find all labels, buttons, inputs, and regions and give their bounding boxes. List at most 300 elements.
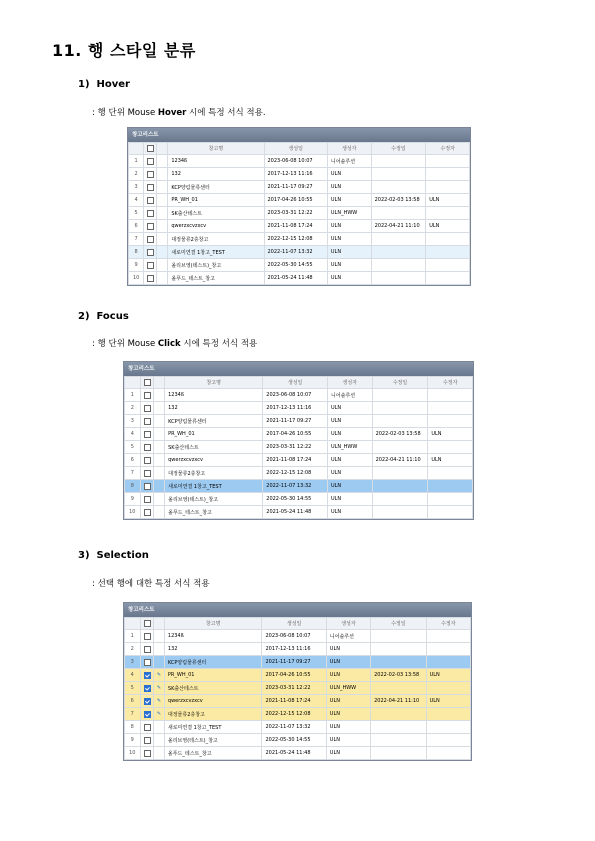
row-select-cell[interactable] (140, 695, 153, 708)
table-row[interactable] (125, 682, 471, 695)
cell-modifier[interactable] (426, 259, 470, 272)
cell-modified[interactable] (371, 721, 426, 734)
cell-name[interactable]: 올리브영(테스트)_창고 (168, 259, 264, 272)
cell-created[interactable]: 2022-11-07 13:32 (264, 246, 327, 259)
cell-created[interactable]: 2022-11-07 13:32 (263, 480, 328, 493)
row-checkbox[interactable] (144, 724, 151, 731)
row-edit-cell (157, 207, 168, 220)
cell-creator[interactable]: ULN (326, 708, 370, 721)
grid-title: 창고리스트 (124, 603, 471, 617)
cell-creator[interactable]: ULN (327, 480, 372, 493)
table-row[interactable] (125, 721, 471, 734)
column-header[interactable]: 수정일 (371, 618, 426, 630)
table-row[interactable] (129, 168, 470, 181)
column-header[interactable]: 창고명 (168, 143, 264, 155)
cell-created[interactable]: 2017-04-26 10:55 (264, 194, 327, 207)
row-edit-cell (157, 233, 168, 246)
cell-created[interactable]: 2023-03-31 12:22 (264, 207, 327, 220)
cell-modified[interactable]: 2022-02-03 13:58 (372, 428, 428, 441)
cell-name[interactable]: 올푸드_테스트_창고 (165, 506, 263, 519)
section-selection-desc: : 선택 행에 대한 특정 서식 적용 (92, 579, 210, 589)
cell-creator[interactable]: ULN (326, 695, 370, 708)
cell-modifier[interactable] (426, 233, 470, 246)
cell-modified[interactable] (371, 259, 426, 272)
row-edit-cell (153, 747, 164, 760)
column-header[interactable]: 생성자 (327, 143, 371, 155)
section-selection-title: 3) Selection (78, 550, 149, 561)
row-select-cell[interactable] (144, 220, 157, 233)
table-row[interactable] (125, 734, 471, 747)
cell-name[interactable]: 대정물류2층창고 (165, 467, 263, 480)
table-row[interactable] (125, 669, 471, 682)
column-header[interactable]: 생성일 (262, 618, 326, 630)
cell-creator[interactable]: ULN (327, 402, 372, 415)
row-number: 4 (125, 428, 141, 441)
cell-created[interactable]: 2017-12-13 11:16 (263, 402, 328, 415)
row-edit-cell (157, 155, 168, 168)
cell-created[interactable]: 2021-11-08 17:24 (263, 454, 328, 467)
table-row[interactable] (125, 402, 473, 415)
cell-modifier[interactable]: ULN (426, 220, 470, 233)
cell-name[interactable]: 대정물류2층창고 (164, 708, 262, 721)
cell-created[interactable]: 2021-11-17 09:27 (262, 656, 326, 669)
grid-title: 창고리스트 (128, 128, 470, 142)
row-select-cell[interactable] (144, 155, 157, 168)
section-hover-desc: : 행 단위 Mouse Hover 시에 특정 서식 적용. (92, 108, 266, 118)
cell-modified[interactable] (371, 246, 426, 259)
row-edit-cell (153, 721, 164, 734)
row-select-cell[interactable] (140, 669, 153, 682)
row-number: 9 (125, 734, 141, 747)
cell-modified[interactable] (371, 734, 426, 747)
cell-modified[interactable] (371, 682, 426, 695)
header-select-all[interactable] (140, 377, 153, 389)
cell-name[interactable]: 132 (164, 643, 262, 656)
cell-creator[interactable]: ULN (327, 259, 371, 272)
table-row[interactable] (125, 493, 473, 506)
row-select-cell[interactable] (144, 272, 157, 285)
cell-creator[interactable]: ULN (327, 194, 371, 207)
cell-modifier[interactable] (428, 415, 473, 428)
row-select-cell[interactable] (140, 630, 153, 643)
cell-creator[interactable]: ULN (326, 747, 370, 760)
cell-name[interactable]: 올푸드_테스트_창고 (164, 747, 262, 760)
row-number: 6 (125, 454, 141, 467)
row-edit-cell (153, 441, 164, 454)
header-select-all[interactable] (144, 143, 157, 155)
table-row[interactable] (129, 155, 470, 168)
row-checkbox[interactable] (144, 659, 151, 666)
column-header[interactable]: 수정자 (428, 377, 473, 389)
cell-modified[interactable] (371, 155, 426, 168)
table-row[interactable] (129, 194, 470, 207)
cell-modifier[interactable]: ULN (426, 695, 470, 708)
row-select-cell[interactable] (140, 643, 153, 656)
cell-modifier[interactable] (426, 721, 470, 734)
cell-modifier[interactable] (428, 441, 473, 454)
row-checkbox[interactable] (147, 262, 154, 269)
row-number: 3 (125, 656, 141, 669)
row-select-cell[interactable] (140, 721, 153, 734)
cell-modifier[interactable] (426, 155, 470, 168)
cell-modified[interactable] (372, 415, 428, 428)
column-header[interactable]: 생성일 (264, 143, 327, 155)
table-row[interactable] (125, 506, 473, 519)
header-edit (153, 618, 164, 630)
table-row[interactable] (129, 246, 470, 259)
row-number: 10 (129, 272, 144, 285)
cell-modified[interactable] (371, 272, 426, 285)
cell-modified[interactable] (371, 656, 426, 669)
row-select-cell[interactable] (140, 441, 153, 454)
row-edit-cell (153, 506, 164, 519)
row-select-cell[interactable] (144, 194, 157, 207)
cell-created[interactable]: 2022-05-30 14:55 (264, 259, 327, 272)
row-select-cell[interactable] (140, 467, 153, 480)
cell-name[interactable]: qwerzxcvzxcv (168, 220, 264, 233)
table-row[interactable] (129, 181, 470, 194)
cell-creator[interactable]: ULN_HWW (326, 682, 370, 695)
table-row[interactable] (129, 233, 470, 246)
cell-modifier[interactable] (426, 708, 470, 721)
cell-modified[interactable]: 2022-04-21 11:10 (371, 220, 426, 233)
cell-creator[interactable]: 니어솔루션 (327, 155, 371, 168)
cell-name[interactable]: PR_WH_01 (168, 194, 264, 207)
row-checkbox[interactable] (144, 405, 151, 412)
cell-creator[interactable]: ULN (327, 168, 371, 181)
row-edit-cell (153, 402, 164, 415)
column-header[interactable]: 수정일 (372, 377, 428, 389)
cell-modified[interactable] (371, 207, 426, 220)
row-select-cell[interactable] (140, 402, 153, 415)
table-row[interactable] (125, 480, 473, 493)
row-edit-cell (153, 708, 164, 721)
row-checkbox[interactable] (147, 197, 154, 204)
cell-creator[interactable]: ULN (327, 493, 372, 506)
cell-name[interactable]: 1234ß (168, 155, 264, 168)
cell-creator[interactable]: ULN (327, 415, 372, 428)
row-checkbox[interactable] (144, 711, 151, 718)
cell-created[interactable]: 2021-05-24 11:48 (262, 747, 326, 760)
cell-modified[interactable] (372, 493, 428, 506)
cell-created[interactable]: 2022-12-15 12:08 (263, 467, 328, 480)
column-header[interactable]: 수정자 (426, 618, 470, 630)
cell-name[interactable]: KCP양림물류센터 (168, 181, 264, 194)
cell-created[interactable]: 2017-04-26 10:55 (263, 428, 328, 441)
row-checkbox[interactable] (144, 431, 151, 438)
cell-created[interactable]: 2022-05-30 14:55 (263, 493, 328, 506)
table-row[interactable] (125, 656, 471, 669)
cell-created[interactable]: 2017-12-13 11:16 (264, 168, 327, 181)
row-select-cell[interactable] (140, 480, 153, 493)
row-checkbox[interactable] (144, 750, 151, 757)
cell-modifier[interactable] (428, 506, 473, 519)
cell-modified[interactable] (372, 402, 428, 415)
column-header[interactable]: 생성일 (263, 377, 328, 389)
cell-name[interactable]: PR_WH_01 (165, 428, 263, 441)
header-rownum (125, 618, 141, 630)
row-checkbox[interactable] (144, 509, 151, 516)
row-checkbox[interactable] (144, 633, 151, 640)
cell-name[interactable]: KCP양림물류센터 (164, 656, 262, 669)
row-number: 10 (125, 506, 141, 519)
cell-name[interactable]: 1234ß (165, 389, 263, 402)
cell-creator[interactable]: 니어솔루션 (326, 630, 370, 643)
cell-modified[interactable] (372, 506, 428, 519)
cell-modifier[interactable] (426, 630, 470, 643)
cell-creator[interactable]: ULN (327, 467, 372, 480)
row-checkbox[interactable] (147, 223, 154, 230)
row-number: 8 (125, 480, 141, 493)
cell-modified[interactable] (371, 168, 426, 181)
cell-creator[interactable]: ULN (327, 233, 371, 246)
cell-name[interactable]: SK출산테스트 (168, 207, 264, 220)
column-header[interactable]: 생성자 (326, 618, 370, 630)
select-all-checkbox[interactable] (144, 620, 151, 627)
row-checkbox[interactable] (144, 483, 151, 490)
cell-name[interactable]: SK출산테스트 (165, 441, 263, 454)
row-select-cell[interactable] (140, 682, 153, 695)
cell-modified[interactable] (371, 181, 426, 194)
row-checkbox[interactable] (147, 184, 154, 191)
cell-name[interactable]: KCP양림물류센터 (165, 415, 263, 428)
cell-created[interactable]: 2021-05-24 11:48 (263, 506, 328, 519)
table-row[interactable] (125, 467, 473, 480)
row-number: 6 (125, 695, 141, 708)
row-checkbox[interactable] (144, 698, 151, 705)
cell-name[interactable]: 대정물류2층창고 (168, 233, 264, 246)
cell-modifier[interactable] (426, 246, 470, 259)
row-checkbox[interactable] (144, 737, 151, 744)
cell-modified[interactable]: 2022-04-21 11:10 (372, 454, 428, 467)
cell-modifier[interactable] (428, 467, 473, 480)
cell-created[interactable]: 2021-05-24 11:48 (264, 272, 327, 285)
row-edit-cell (153, 734, 164, 747)
cell-modifier[interactable] (426, 656, 470, 669)
row-select-cell[interactable] (144, 246, 157, 259)
column-header[interactable]: 창고명 (164, 618, 262, 630)
row-checkbox[interactable] (144, 672, 151, 679)
table-row[interactable] (125, 415, 473, 428)
cell-modified[interactable] (371, 630, 426, 643)
row-edit-cell (157, 272, 168, 285)
row-checkbox[interactable] (147, 236, 154, 243)
cell-name[interactable]: 새로미연결 1창고_TEST (164, 721, 262, 734)
cell-name[interactable]: 올리브영(테스트)_창고 (165, 493, 263, 506)
row-select-cell[interactable] (140, 428, 153, 441)
row-checkbox[interactable] (147, 210, 154, 217)
cell-creator[interactable]: ULN_HWW (327, 207, 371, 220)
row-number: 9 (125, 493, 141, 506)
table-row[interactable] (129, 220, 470, 233)
cell-created[interactable]: 2017-12-13 11:16 (262, 643, 326, 656)
cell-creator[interactable]: ULN (327, 272, 371, 285)
cell-modifier[interactable]: ULN (428, 428, 473, 441)
row-checkbox[interactable] (144, 418, 151, 425)
row-select-cell[interactable] (140, 747, 153, 760)
header-select-all[interactable] (140, 618, 153, 630)
cell-name[interactable]: qwerzxcvzxcv (164, 695, 262, 708)
row-checkbox[interactable] (144, 685, 151, 692)
row-select-cell[interactable] (140, 734, 153, 747)
table-row[interactable] (125, 389, 473, 402)
row-checkbox[interactable] (147, 275, 154, 282)
pencil-icon: ✎ (156, 672, 162, 678)
cell-created[interactable]: 2023-06-08 10:07 (264, 155, 327, 168)
row-select-cell[interactable] (140, 708, 153, 721)
row-checkbox[interactable] (144, 444, 151, 451)
cell-modified[interactable] (372, 389, 428, 402)
cell-creator[interactable]: ULN (326, 721, 370, 734)
table-row[interactable] (125, 630, 471, 643)
row-checkbox[interactable] (147, 249, 154, 256)
cell-created[interactable]: 2023-03-31 12:22 (263, 441, 328, 454)
cell-name[interactable]: 1234ß (164, 630, 262, 643)
cell-modified[interactable] (371, 708, 426, 721)
grid-header-row (129, 143, 470, 155)
row-number: 5 (125, 441, 141, 454)
cell-created[interactable]: 2022-11-07 13:32 (262, 721, 326, 734)
cell-name[interactable]: 새로미연결 1창고_TEST (168, 246, 264, 259)
cell-creator[interactable]: ULN (327, 454, 372, 467)
select-all-checkbox[interactable] (147, 145, 154, 152)
cell-creator[interactable]: ULN (327, 246, 371, 259)
cell-name[interactable]: 올푸드_테스트_창고 (168, 272, 264, 285)
grid-table (124, 376, 473, 519)
cell-modified[interactable] (372, 480, 428, 493)
select-all-checkbox[interactable] (144, 379, 151, 386)
row-select-cell[interactable] (144, 181, 157, 194)
table-row[interactable] (125, 643, 471, 656)
cell-created[interactable]: 2022-12-15 12:08 (264, 233, 327, 246)
cell-creator[interactable]: ULN (327, 220, 371, 233)
cell-modified[interactable]: 2022-02-03 13:58 (371, 669, 426, 682)
cell-creator[interactable]: ULN (327, 428, 372, 441)
column-header[interactable]: 생성자 (327, 377, 372, 389)
cell-modified[interactable] (372, 467, 428, 480)
table-row[interactable] (125, 454, 473, 467)
page-heading: 11. 행 스타일 분류 (52, 41, 196, 60)
column-header[interactable]: 수정일 (371, 143, 426, 155)
cell-creator[interactable]: ULN_HWW (327, 441, 372, 454)
cell-created[interactable]: 2021-11-08 17:24 (262, 695, 326, 708)
cell-name[interactable]: 132 (165, 402, 263, 415)
cell-creator[interactable]: ULN (326, 656, 370, 669)
cell-name[interactable]: 새로미연결 1창고_TEST (165, 480, 263, 493)
row-checkbox[interactable] (144, 392, 151, 399)
cell-name[interactable]: qwerzxcvzxcv (165, 454, 263, 467)
cell-created[interactable]: 2017-04-26 10:55 (262, 669, 326, 682)
cell-modifier[interactable]: ULN (426, 669, 470, 682)
cell-modifier[interactable] (426, 682, 470, 695)
cell-modifier[interactable] (428, 402, 473, 415)
row-select-cell[interactable] (140, 415, 153, 428)
column-header[interactable]: 수정자 (426, 143, 470, 155)
table-row[interactable] (125, 428, 473, 441)
row-select-cell[interactable] (144, 207, 157, 220)
cell-created[interactable]: 2021-11-17 09:27 (263, 415, 328, 428)
cell-modifier[interactable] (426, 747, 470, 760)
row-select-cell[interactable] (144, 259, 157, 272)
header-edit (157, 143, 168, 155)
section-focus-title: 2) Focus (78, 311, 129, 322)
cell-creator[interactable]: ULN (326, 643, 370, 656)
cell-creator[interactable]: ULN (326, 669, 370, 682)
cell-created[interactable]: 2023-06-08 10:07 (262, 630, 326, 643)
cell-creator[interactable]: 니어솔루션 (327, 389, 372, 402)
cell-modified[interactable]: 2022-04-21 11:10 (371, 695, 426, 708)
cell-modifier[interactable]: ULN (426, 194, 470, 207)
cell-modified[interactable] (371, 643, 426, 656)
table-row[interactable] (125, 747, 471, 760)
row-checkbox[interactable] (147, 171, 154, 178)
cell-name[interactable]: 올리브영(테스트)_창고 (164, 734, 262, 747)
pencil-icon: ✎ (156, 685, 162, 691)
row-select-cell[interactable] (140, 506, 153, 519)
cell-modifier[interactable] (426, 168, 470, 181)
cell-name[interactable]: SK출산테스트 (164, 682, 262, 695)
row-select-cell[interactable] (140, 493, 153, 506)
cell-modifier[interactable] (426, 734, 470, 747)
cell-creator[interactable]: ULN (326, 734, 370, 747)
row-checkbox[interactable] (147, 158, 154, 165)
cell-creator[interactable]: ULN (327, 181, 371, 194)
row-edit-cell (153, 669, 164, 682)
row-checkbox[interactable] (144, 646, 151, 653)
cell-created[interactable]: 2022-12-15 12:08 (262, 708, 326, 721)
table-row[interactable] (125, 441, 473, 454)
row-select-cell[interactable] (140, 656, 153, 669)
row-number: 4 (129, 194, 144, 207)
cell-created[interactable]: 2021-11-08 17:24 (264, 220, 327, 233)
row-select-cell[interactable] (144, 233, 157, 246)
column-header[interactable]: 창고명 (165, 377, 263, 389)
row-select-cell[interactable] (144, 168, 157, 181)
table-row[interactable] (125, 708, 471, 721)
row-checkbox[interactable] (144, 457, 151, 464)
row-checkbox[interactable] (144, 496, 151, 503)
cell-modifier[interactable] (428, 493, 473, 506)
cell-creator[interactable]: ULN (327, 506, 372, 519)
row-edit-cell (153, 415, 164, 428)
cell-modified[interactable]: 2022-02-03 13:58 (371, 194, 426, 207)
cell-name[interactable]: PR_WH_01 (164, 669, 262, 682)
cell-created[interactable]: 2021-11-17 09:27 (264, 181, 327, 194)
cell-modifier[interactable] (426, 272, 470, 285)
cell-name[interactable]: 132 (168, 168, 264, 181)
table-row[interactable] (129, 272, 470, 285)
cell-created[interactable]: 2023-03-31 12:22 (262, 682, 326, 695)
cell-modifier[interactable] (426, 207, 470, 220)
cell-modifier[interactable] (428, 480, 473, 493)
row-number: 1 (129, 155, 144, 168)
cell-modifier[interactable] (426, 181, 470, 194)
row-checkbox[interactable] (144, 470, 151, 477)
table-row[interactable] (129, 207, 470, 220)
cell-modifier[interactable] (426, 643, 470, 656)
cell-modified[interactable] (372, 441, 428, 454)
cell-modified[interactable] (371, 233, 426, 246)
row-select-cell[interactable] (140, 389, 153, 402)
table-row[interactable] (125, 695, 471, 708)
cell-modifier[interactable]: ULN (428, 454, 473, 467)
cell-modified[interactable] (371, 747, 426, 760)
row-select-cell[interactable] (140, 454, 153, 467)
cell-modifier[interactable] (428, 389, 473, 402)
cell-created[interactable]: 2023-06-08 10:07 (263, 389, 328, 402)
table-row[interactable] (129, 259, 470, 272)
cell-created[interactable]: 2022-05-30 14:55 (262, 734, 326, 747)
